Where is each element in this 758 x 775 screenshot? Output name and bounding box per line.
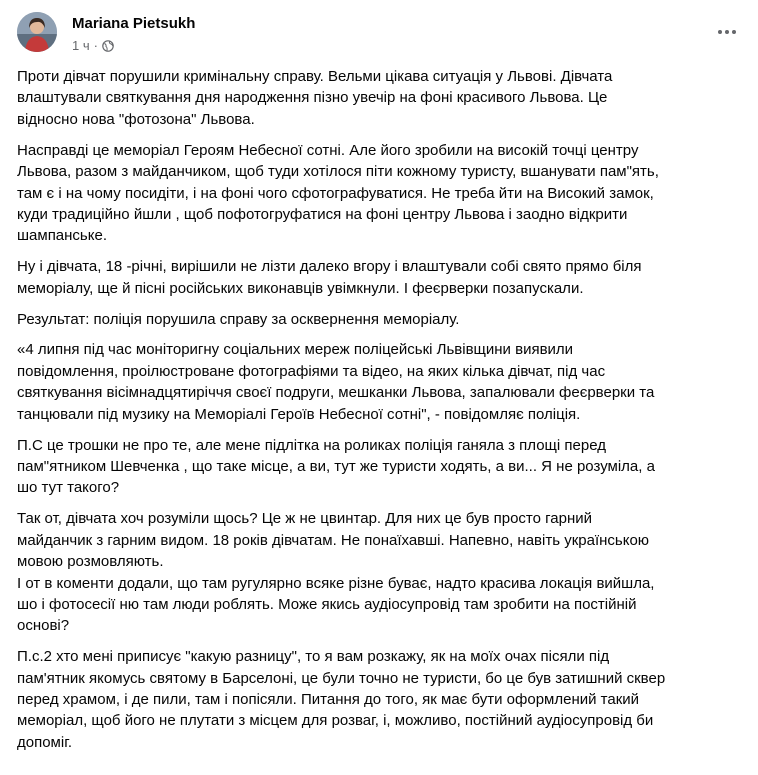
- text-line: шампанське.: [17, 227, 107, 245]
- text-line: пам'ятник якомусь святому в Барселоні, це були точно не туристи, бо це був затишний сквер: [17, 669, 666, 687]
- avatar[interactable]: [17, 12, 57, 52]
- author-name[interactable]: Mariana Pietsukh: [72, 15, 196, 32]
- globe-icon[interactable]: [102, 40, 114, 52]
- text-line: відносно нова "фотозона" Львова.: [17, 110, 255, 128]
- post-paragraph: [17, 66, 747, 130]
- post-header: [17, 12, 741, 60]
- post-timestamp[interactable]: 1 ч: [72, 38, 90, 53]
- text-line: пам"ятником Шевченка , що таке місце, а ви, тут же туристи ходять, а ви... Я не розуміла, а: [17, 458, 655, 475]
- text-line: перед храмом, і де пили, там і попісяли. Питання до того, як має бути оформлений такий: [17, 691, 640, 709]
- post-paragraph: [17, 309, 747, 330]
- post-paragraph: [17, 339, 747, 425]
- text-line: куди традиційно йшли , щоб пофотогруфатися на фоні центру Львова і заодно відкрити: [17, 205, 628, 223]
- text-line: мовою розмовляють.: [17, 553, 164, 571]
- post-paragraph: [17, 646, 747, 753]
- text-line: основі?: [17, 617, 70, 635]
- text-line: І от в коменти додали, що там ругулярно всяке різне буває, надто красива локація вийшла,: [17, 574, 655, 592]
- text-line: меморіалу, ще й пісні російських виконавців увімкнули. І феєрверки позапускали.: [17, 279, 584, 297]
- post-paragraph: [17, 256, 747, 299]
- text-line: повідомлення, проілюстроване фотографіями та відео, на яких кілька дівчат, під час: [17, 362, 606, 380]
- more-horizontal-icon: [717, 29, 737, 35]
- text-line: Результат: поліція порушила справу за осквернення меморіалу.: [17, 310, 460, 328]
- post-meta: [72, 38, 114, 53]
- post-paragraph: [17, 140, 747, 247]
- text-line: П.С це трошки не про те, але мене підлітка на роликах поліція ганяла з площі перед: [17, 436, 606, 454]
- more-options-button[interactable]: [713, 24, 741, 40]
- post-paragraph: [17, 508, 747, 636]
- post-paragraph: [17, 435, 747, 499]
- text-line: Насправді це меморіал Героям Небесної сотні. Але його зробили на високій точці центру: [17, 141, 639, 159]
- text-line: святкування вісімнадцятиріччя своєї подруги, мешканки Львова, запалювали феєрверки та: [17, 384, 655, 402]
- text-line: меморіал, щоб його не плутати з місцем для розваг, і, можливо, постійний аудіосупровід би: [17, 712, 654, 730]
- text-line: майданчик з гарним видом. 18 років дівчатам. Не понаїхавші. Напевно, навіть українською: [17, 531, 650, 549]
- text-line: Проти дівчат порушили кримінальну справу. Вельми цікава ситуація у Львові. Дівчата: [17, 68, 613, 85]
- text-line: Львова, разом з майданчиком, щоб туди хотілося піти кожному туристу, вшанувати пам"ять,: [17, 163, 659, 181]
- text-line: шо і фотосесії ню там люди роблять. Може якись аудіосупровід там зробити на постійній: [17, 595, 637, 613]
- meta-separator: ·: [93, 38, 98, 53]
- text-line: допоміг.: [17, 733, 73, 751]
- text-line: «4 липня під час моніторигну соціальних мереж поліцейські Львівщини виявили: [17, 341, 574, 359]
- text-line: Так от, дівчата хоч розуміли щось? Це ж не цвинтар. Для них це був просто гарний: [17, 510, 592, 528]
- text-line: П.с.2 хто мені приписує "какую разницу", то я вам розкажу, як на моїх очах пісяли під: [17, 648, 610, 666]
- post-text: [17, 66, 747, 763]
- text-line: Ну і дівчата, 18 -річні, вирішили не лізти далеко вгору і влаштували собі свято прямо біля: [17, 258, 642, 276]
- text-line: влаштували святкування дня народження пізно увечір на фоні красивого Львова. Це: [17, 89, 608, 107]
- text-line: шо тут такого?: [17, 479, 120, 497]
- text-line: танцювали під музику на Меморіалі Героїв Небесної сотні", - повідомляє поліція.: [17, 405, 581, 423]
- text-line: там є і на чому посидіти, і на фоні чого сфотографуватися. Не треба йти на Високий замок,: [17, 184, 654, 202]
